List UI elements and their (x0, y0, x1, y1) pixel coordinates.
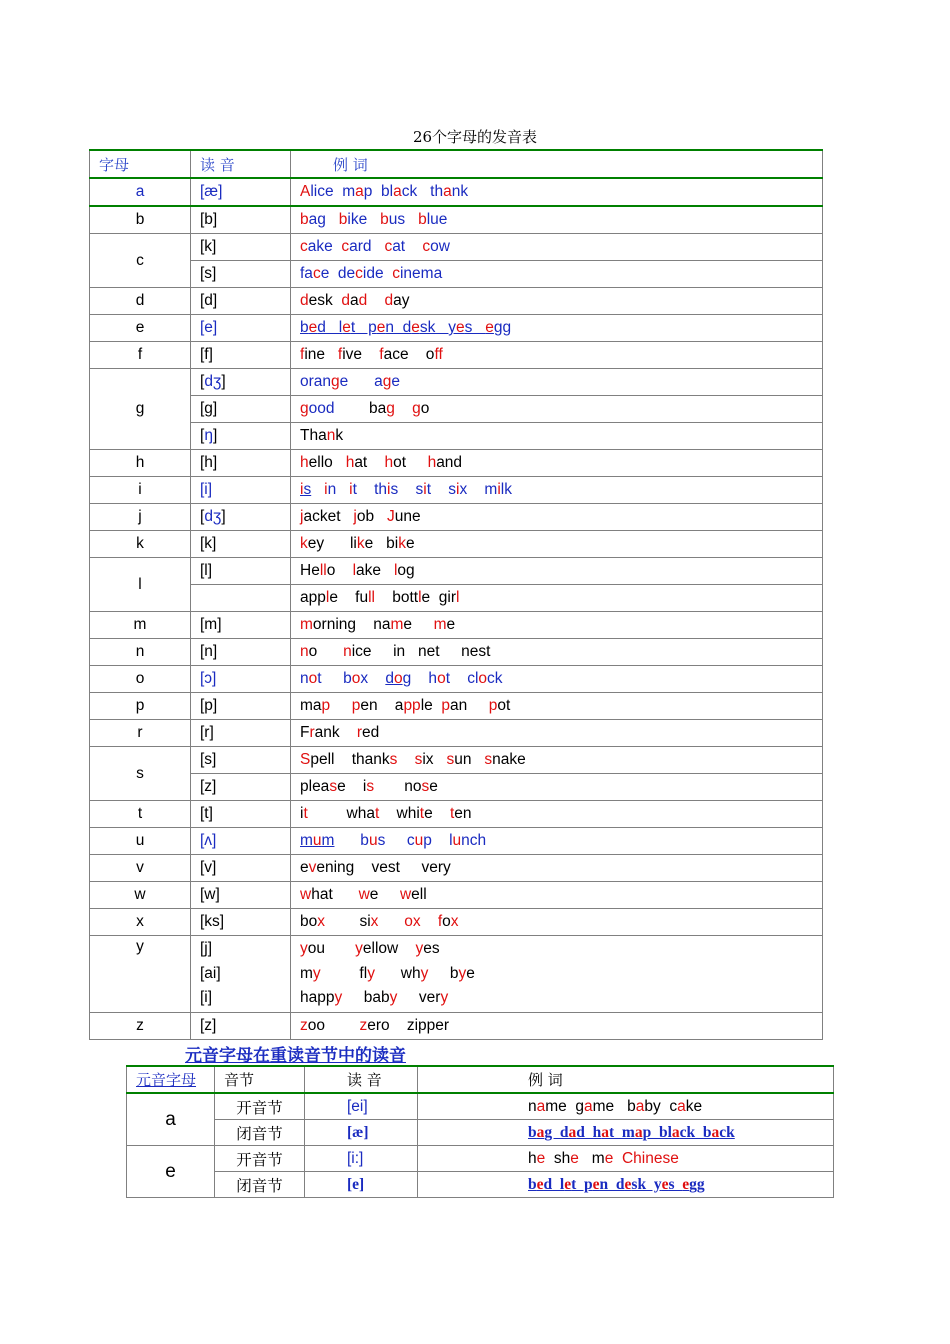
table-row (127, 1120, 834, 1146)
sound-cell: [h] (191, 450, 291, 477)
sound-cell: [i:] (305, 1146, 418, 1172)
letter-cell: y (90, 936, 191, 1013)
header-sound: 读 音 (191, 150, 291, 178)
sound-cell: [i] (191, 477, 291, 504)
examples-cell: Spell thanks six sun snake (291, 747, 823, 774)
header-vowel-letter: 元音字母 (127, 1066, 215, 1093)
sound-cell: [b] (191, 206, 291, 234)
examples-cell: what we well (291, 882, 823, 909)
examples-cell: key like bike (291, 531, 823, 558)
examples-cell: map pen apple pan pot (291, 693, 823, 720)
letter-cell: o (90, 666, 191, 693)
table-row (90, 936, 823, 1013)
syllable-cell: 闭音节 (215, 1172, 305, 1198)
table-row (90, 531, 823, 558)
letter-cell: s (90, 747, 191, 801)
table-row (90, 747, 823, 774)
table-row (90, 477, 823, 504)
letter-cell: p (90, 693, 191, 720)
sound-cell: [k] (191, 531, 291, 558)
table-row (90, 1013, 823, 1040)
letter-cell: k (90, 531, 191, 558)
table-row (90, 450, 823, 477)
table-row (90, 206, 823, 234)
vowel-letter-cell: a (127, 1093, 215, 1146)
table-row (90, 261, 823, 288)
examples-cell: Thank (291, 423, 823, 450)
sound-cell: [k] (191, 234, 291, 261)
table-row (90, 801, 823, 828)
sound-cell: [æ] (305, 1120, 418, 1146)
syllable-cell: 开音节 (215, 1146, 305, 1172)
examples-cell: evening vest very (291, 855, 823, 882)
table-row (90, 234, 823, 261)
letter-cell: z (90, 1013, 191, 1040)
letter-cell: f (90, 342, 191, 369)
sound-cell: [n] (191, 639, 291, 666)
letter-cell: m (90, 612, 191, 639)
table-row (90, 585, 823, 612)
examples-cell: he she me Chinese (418, 1146, 834, 1172)
letter-cell: a (90, 178, 191, 206)
section-title: 元音字母在重读音节中的读音 (185, 1046, 406, 1066)
sound-cell: [ʌ] (191, 828, 291, 855)
examples-cell: please is nose (291, 774, 823, 801)
examples-cell: good bag go (291, 396, 823, 423)
examples-cell: bag bike bus blue (291, 206, 823, 234)
sound-cell: [ks] (191, 909, 291, 936)
examples-cell: morning name me (291, 612, 823, 639)
letter-cell: i (90, 477, 191, 504)
letter-cell: l (90, 558, 191, 612)
letter-cell: n (90, 639, 191, 666)
sound-cell: [s] (191, 261, 291, 288)
examples-cell: Frank red (291, 720, 823, 747)
examples-cell: name game baby cake (418, 1093, 834, 1120)
examples-cell: it what white ten (291, 801, 823, 828)
table-row (90, 423, 823, 450)
letter-cell: w (90, 882, 191, 909)
letter-cell: r (90, 720, 191, 747)
syllable-cell: 开音节 (215, 1093, 305, 1120)
table-row (127, 1172, 834, 1198)
table-row (90, 178, 823, 206)
letter-cell: c (90, 234, 191, 288)
header-examples: 例 词 (291, 150, 823, 178)
table-row (90, 909, 823, 936)
examples-cell: zoo zero zipper (291, 1013, 823, 1040)
sound-cell: [z] (191, 774, 291, 801)
examples-cell: hello hat hot hand (291, 450, 823, 477)
table-row (90, 396, 823, 423)
table-row (90, 639, 823, 666)
table-row (90, 828, 823, 855)
header-syllable: 音节 (215, 1066, 305, 1093)
sound-cell: [ɔ] (191, 666, 291, 693)
sound-cell: [p] (191, 693, 291, 720)
table-row (90, 774, 823, 801)
letter-cell: j (90, 504, 191, 531)
sound-cell: [æ] (191, 178, 291, 206)
sound-cell: [m] (191, 612, 291, 639)
header-sound: 读 音 (305, 1066, 418, 1093)
vowel-stressed-syllable-table (126, 1065, 834, 1198)
sound-cell: [r] (191, 720, 291, 747)
table-row (90, 504, 823, 531)
sound-cell (191, 585, 291, 612)
sound-cell: [j] [ai] [i] (191, 936, 291, 1013)
letter-cell: d (90, 288, 191, 315)
table-row (90, 882, 823, 909)
alphabet-pronunciation-table (89, 149, 823, 1040)
table-row (127, 1146, 834, 1172)
table-row (90, 666, 823, 693)
sound-cell: [d] (191, 288, 291, 315)
examples-cell: not box dog hot clock (291, 666, 823, 693)
examples-cell: no nice in net nest (291, 639, 823, 666)
examples-cell: face decide cinema (291, 261, 823, 288)
sound-cell: [e] (305, 1172, 418, 1198)
sound-cell: [t] (191, 801, 291, 828)
table-row (90, 288, 823, 315)
sound-cell: [z] (191, 1013, 291, 1040)
examples-cell: cake card cat cow (291, 234, 823, 261)
sound-cell: [e] (191, 315, 291, 342)
letter-cell: v (90, 855, 191, 882)
letter-cell: e (90, 315, 191, 342)
examples-cell: jacket job June (291, 504, 823, 531)
examples-cell: is in it this sit six milk (291, 477, 823, 504)
table-row (90, 315, 823, 342)
letter-cell: u (90, 828, 191, 855)
examples-cell: mum bus cup lunch (291, 828, 823, 855)
letter-cell: x (90, 909, 191, 936)
letter-cell: t (90, 801, 191, 828)
header-letter: 字母 (90, 150, 191, 178)
syllable-cell: 闭音节 (215, 1120, 305, 1146)
sound-cell: [ŋ] (191, 423, 291, 450)
examples-cell: you yellow yes my fly why bye happy baby very (291, 936, 823, 1013)
table-row (127, 1093, 834, 1120)
examples-cell: Alice map black thank (291, 178, 823, 206)
table-row (90, 720, 823, 747)
sound-cell: [v] (191, 855, 291, 882)
sound-cell: [l] (191, 558, 291, 585)
table-row (90, 369, 823, 396)
examples-cell: desk dad day (291, 288, 823, 315)
examples-cell: apple full bottle girl (291, 585, 823, 612)
sound-cell: [g] (191, 396, 291, 423)
sound-cell: [f] (191, 342, 291, 369)
letter-cell: g (90, 369, 191, 450)
sound-cell: [dʒ] (191, 369, 291, 396)
table-row (90, 612, 823, 639)
table-header (127, 1066, 834, 1093)
sound-cell: [w] (191, 882, 291, 909)
table-row (90, 693, 823, 720)
sound-cell: [ei] (305, 1093, 418, 1120)
page-title: 26个字母的发音表 (412, 128, 538, 146)
header-examples: 例 词 (418, 1066, 834, 1093)
examples-cell: bed let pen desk yes egg (291, 315, 823, 342)
table-row (90, 558, 823, 585)
sound-cell: [s] (191, 747, 291, 774)
table-row (90, 342, 823, 369)
letter-cell: b (90, 206, 191, 234)
examples-cell: bed let pen desk yes egg (418, 1172, 834, 1198)
table-header (90, 150, 823, 178)
vowel-letter-cell: e (127, 1146, 215, 1198)
examples-cell: orange age (291, 369, 823, 396)
examples-cell: box six ox fox (291, 909, 823, 936)
examples-cell: Hello lake log (291, 558, 823, 585)
letter-cell: h (90, 450, 191, 477)
examples-cell: bag dad hat map black back (418, 1120, 834, 1146)
table-row (90, 855, 823, 882)
examples-cell: fine five face off (291, 342, 823, 369)
sound-cell: [dʒ] (191, 504, 291, 531)
